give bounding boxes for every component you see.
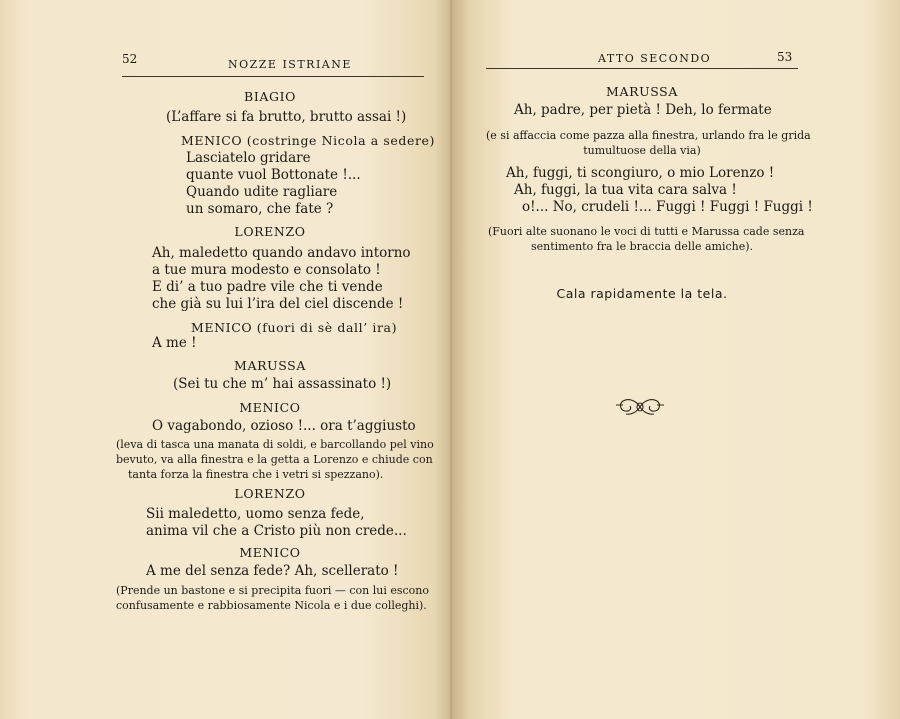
- verse-line: O vagabondo, ozioso !... ora t’aggiusto: [152, 418, 416, 434]
- verse-line: che già su lui l’ira del ciel discende !: [152, 296, 404, 312]
- curtain-direction: Cala rapidamente la tela.: [556, 286, 728, 301]
- speaker-name: MENICO (costringe Nicola a sedere): [181, 133, 435, 148]
- speaker-name: MENICO (fuori di sè dall’ ira): [191, 320, 398, 335]
- stage-direction: (leva di tasca una manata di soldi, e barcollando pel vino: [116, 438, 434, 451]
- verse-line: Lasciatelo gridare: [186, 150, 311, 166]
- stage-direction: (L’affare si fa brutto, brutto assai !): [166, 109, 407, 125]
- verse-line: E di’ a tuo padre vile che ti vende: [152, 279, 383, 295]
- verse-line: Ah, maledetto quando andavo intorno: [152, 245, 411, 261]
- stage-direction: confusamente e rabbiosamente Nicola e i due colleghi).: [116, 599, 427, 612]
- verse-line: a tue mura modesto e consolato !: [152, 262, 381, 278]
- header-rule: [122, 76, 424, 77]
- speaker-name: MARUSSA: [234, 358, 306, 373]
- verse-line: A me !: [152, 335, 197, 351]
- speaker-name: MENICO: [239, 545, 301, 560]
- verse-line: o!... No, crudeli !... Fuggi ! Fuggi ! Fuggi !: [522, 199, 813, 215]
- verse-line: Sii maledetto, uomo senza fede,: [146, 506, 365, 522]
- running-head: ATTO SECONDO: [598, 52, 712, 65]
- floral-ornament-icon: [614, 396, 666, 422]
- verse-line: anima vil che a Cristo più non crede...: [146, 523, 407, 539]
- verse-line: Ah, fuggi, ti scongiuro, o mio Lorenzo !: [506, 165, 775, 181]
- stage-direction: bevuto, va alla finestra e la getta a Lorenzo e chiude con: [116, 453, 433, 466]
- speaker-name: MARUSSA: [606, 84, 678, 99]
- speaker-name: LORENZO: [234, 224, 306, 239]
- stage-direction: tumultuose della via): [583, 144, 701, 157]
- verse-line: Quando udite ragliare: [186, 184, 338, 200]
- stage-direction: sentimento fra le braccia delle amiche).: [530, 240, 754, 253]
- verse-line: quante vuol Bottonate !...: [186, 167, 361, 183]
- stage-direction: (Sei tu che m’ hai assassinato !): [173, 376, 392, 392]
- speaker-name: BIAGIO: [244, 89, 296, 104]
- stage-direction: (Fuori alte suonano le voci di tutti e Marussa cade senza: [488, 225, 805, 238]
- speaker-name: LORENZO: [234, 486, 306, 501]
- stage-direction: (e si affaccia come pazza alla finestra, urlando fra le grida: [486, 129, 811, 142]
- verse-line: A me del senza fede? Ah, scellerato !: [146, 563, 399, 579]
- running-head: NOZZE ISTRIANE: [228, 58, 352, 71]
- header-rule: [486, 68, 798, 69]
- page-number: 52: [122, 52, 138, 66]
- verse-line: Ah, fuggi, la tua vita cara salva !: [514, 182, 737, 198]
- stage-direction: (Prende un bastone e si precipita fuori — con lui escono: [116, 584, 430, 597]
- verse-line: un somaro, che fate ?: [186, 201, 334, 217]
- stage-direction: tanta forza la finestra che i vetri si spezzano).: [128, 468, 384, 481]
- speaker-name: MENICO: [239, 400, 301, 415]
- verse-line: Ah, padre, per pietà ! Deh, lo fermate: [514, 102, 772, 118]
- right-page: [452, 0, 900, 719]
- page-number: 53: [777, 50, 793, 64]
